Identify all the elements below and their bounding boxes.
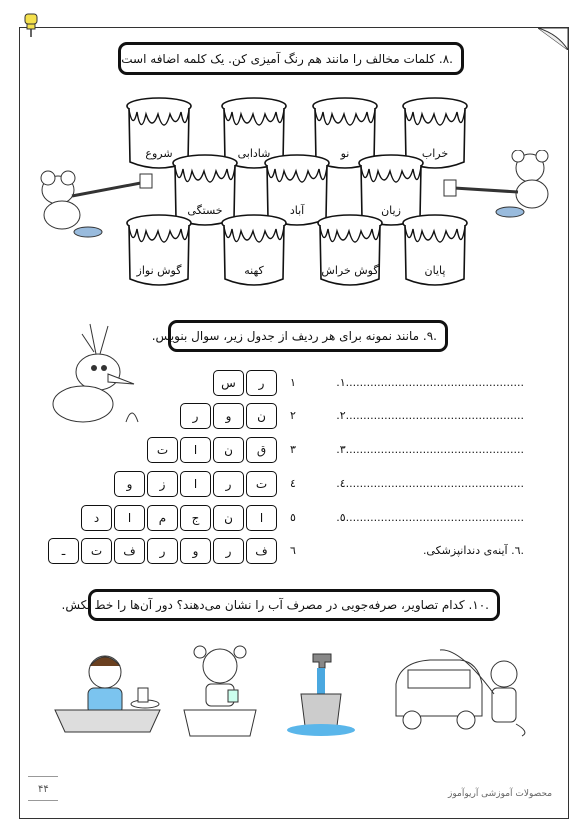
question-10-box xyxy=(61,589,500,621)
letter-cell: د xyxy=(81,505,112,531)
letter-cell: ر xyxy=(180,403,211,429)
question-8-text: .٨. کلمات مخالف را مانند هم رنگ آمیزی کن. یک کلمه اضافه است. xyxy=(117,51,453,66)
footer-line-top xyxy=(28,776,58,777)
running-tap-bucket-illustration xyxy=(285,650,357,738)
letter-cell: ر xyxy=(147,538,178,564)
pushpin-icon xyxy=(22,12,40,38)
snowman-illustration xyxy=(38,312,148,432)
letter-cell: ر xyxy=(246,370,277,396)
page-number: ۴۴ xyxy=(38,784,49,795)
answer-line[interactable]: ...................................................١. xyxy=(336,376,524,389)
letter-cell: ا xyxy=(180,471,211,497)
row-number: ١ xyxy=(290,376,296,389)
letter-cell: ت xyxy=(246,471,277,497)
answer-line[interactable]: ...................................................٣. xyxy=(336,443,524,456)
paint-jar-word: آباد xyxy=(289,204,305,217)
letter-cell: م xyxy=(147,505,178,531)
letter-cell: ف xyxy=(114,538,145,564)
question-9-text: .٩. مانند نمونه برای هر ردیف از جدول زیر، سوال بنویس. xyxy=(151,329,437,343)
paint-jar[interactable] xyxy=(315,213,385,289)
letter-cell: و xyxy=(180,538,211,564)
letter-cell: ا xyxy=(180,437,211,463)
paint-jar-word: شادابی xyxy=(237,147,271,160)
letter-cell: ج xyxy=(180,505,211,531)
painter-mouse-left-illustration xyxy=(28,160,158,240)
letter-cell: ا xyxy=(246,505,277,531)
paint-jar-word: گوش خراش xyxy=(321,264,379,277)
letter-cell: ا xyxy=(114,505,145,531)
letter-cell: س xyxy=(213,370,244,396)
paint-jar-word: شروع xyxy=(145,147,173,160)
paint-jar-word: پایان xyxy=(424,264,446,277)
man-washing-car-illustration xyxy=(390,644,538,738)
paint-jar[interactable] xyxy=(219,213,289,289)
letter-cell: ن xyxy=(213,505,244,531)
row-number: ٢ xyxy=(290,409,296,422)
letter-cell: و xyxy=(114,471,145,497)
letter-cell: ر xyxy=(213,471,244,497)
boy-washing-dishes-illustration xyxy=(50,648,170,738)
painter-bear-right-illustration xyxy=(440,150,560,220)
paint-jar-word: گوش نواز xyxy=(136,264,182,277)
paint-jar-word: خراب xyxy=(421,147,449,160)
letter-cell: ن xyxy=(246,403,277,429)
letter-cell: ر xyxy=(213,538,244,564)
letter-cell: ت xyxy=(81,538,112,564)
question-8-box xyxy=(118,42,464,75)
letter-cell: ـ xyxy=(48,538,79,564)
row-number: ٦ xyxy=(290,544,296,557)
answer-line[interactable]: ...................................................٢. xyxy=(336,409,524,422)
paint-jar-word: خستگی xyxy=(187,204,223,217)
footer-brand: محصولات آموزشی آریوآموز xyxy=(448,789,553,799)
letter-cell: ز xyxy=(147,471,178,497)
answer-line: .٦. آینه‌ی دندانپزشکی. xyxy=(422,544,524,557)
page-fold-corner xyxy=(538,28,568,50)
paint-jar-word: کهنه xyxy=(244,264,264,277)
row-number: ٣ xyxy=(290,443,296,456)
letter-cell: ق xyxy=(246,437,277,463)
letter-cell: ت xyxy=(147,437,178,463)
answer-line[interactable]: ...................................................٤. xyxy=(336,477,524,490)
footer-line-bottom xyxy=(28,800,58,801)
girl-brushing-teeth-illustration xyxy=(180,640,260,738)
row-number: ٥ xyxy=(290,511,296,524)
row-number: ٤ xyxy=(290,477,296,490)
question-9-box xyxy=(151,320,448,352)
letter-cell: و xyxy=(213,403,244,429)
paint-jar[interactable] xyxy=(400,213,470,289)
letter-cell: ن xyxy=(213,437,244,463)
letter-cell: ف xyxy=(246,538,277,564)
question-10-text: .١٠. کدام تصاویر، صرفه‌جویی در مصرف آب را نشان می‌دهند؟ دور آن‌ها را خط بکش. xyxy=(61,598,489,612)
answer-line[interactable]: ...................................................٥. xyxy=(336,511,524,524)
paint-jar-word: نو xyxy=(340,147,350,160)
paint-jar-word: زیان xyxy=(381,204,401,217)
